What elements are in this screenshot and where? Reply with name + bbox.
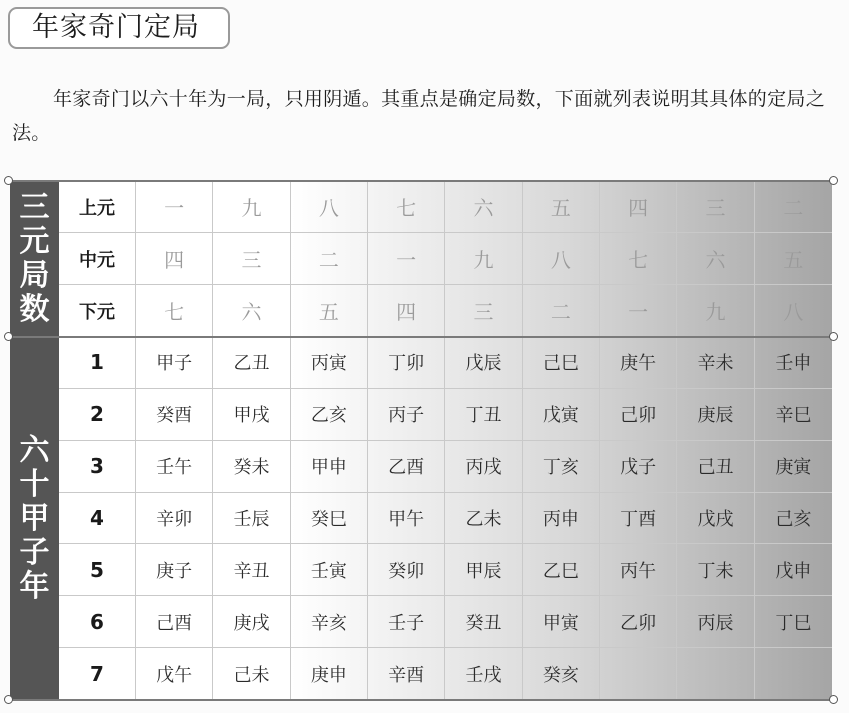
- yuan-row-label: 中元: [59, 233, 136, 285]
- ganzhi-cell: 丙申: [523, 493, 600, 545]
- ju-number-cell: 二: [523, 285, 600, 337]
- ganzhi-cell: 丁酉: [600, 493, 677, 545]
- top-rule: [10, 180, 832, 182]
- ganzhi-cell: 己亥: [755, 493, 832, 545]
- ganzhi-cell: 戊寅: [523, 389, 600, 441]
- ganzhi-cell: 辛丑: [213, 544, 290, 596]
- ganzhi-cell: 乙酉: [368, 441, 445, 493]
- ganzhi-cell: 甲辰: [445, 544, 522, 596]
- ganzhi-cell: 辛巳: [755, 389, 832, 441]
- ganzhi-cell: 辛亥: [291, 596, 368, 648]
- ganzhi-cell: 壬辰: [213, 493, 290, 545]
- corner-dot: [829, 332, 838, 341]
- ganzhi-cell: 壬申: [755, 337, 832, 389]
- ganzhi-cell: 甲戌: [213, 389, 290, 441]
- ganzhi-cell: 癸巳: [291, 493, 368, 545]
- ganzhi-cell: 甲寅: [523, 596, 600, 648]
- ganzhi-cell: 癸卯: [368, 544, 445, 596]
- ganzhi-cell: 壬戌: [445, 648, 522, 700]
- ganzhi-cell: 戊子: [600, 441, 677, 493]
- ganzhi-cell: 己酉: [136, 596, 213, 648]
- ganzhi-cell: 丙子: [368, 389, 445, 441]
- ju-number-cell: 四: [368, 285, 445, 337]
- ju-number-cell: 三: [445, 285, 522, 337]
- side-char: 六: [19, 432, 50, 468]
- ju-number-cell: 五: [523, 181, 600, 233]
- ganzhi-cell: 乙丑: [213, 337, 290, 389]
- corner-dot: [4, 332, 13, 341]
- ganzhi-cell: 辛卯: [136, 493, 213, 545]
- ganzhi-cell: 癸亥: [523, 648, 600, 700]
- corner-dot: [4, 176, 13, 185]
- ju-number-cell: 九: [445, 233, 522, 285]
- ganzhi-cell: 壬寅: [291, 544, 368, 596]
- ju-number-cell: 八: [523, 233, 600, 285]
- side-char: 元: [19, 224, 50, 259]
- ganzhi-cell: 丁亥: [523, 441, 600, 493]
- table-grid: [59, 181, 832, 700]
- jiazi-row-index: 5: [59, 544, 136, 596]
- ju-number-cell: 二: [291, 233, 368, 285]
- ju-number-cell: 七: [600, 233, 677, 285]
- side-char: 三: [19, 190, 50, 225]
- jiazi-row-index: 1: [59, 337, 136, 389]
- ganzhi-cell: 戊午: [136, 648, 213, 700]
- ju-number-cell: 七: [136, 285, 213, 337]
- ganzhi-cell: 丁丑: [445, 389, 522, 441]
- yuan-row-label: 上元: [59, 181, 136, 233]
- corner-dot: [829, 695, 838, 704]
- side-char: 十: [19, 466, 50, 502]
- ju-number-cell: 九: [213, 181, 290, 233]
- side-char: 局: [19, 258, 50, 293]
- ganzhi-cell: 庚子: [136, 544, 213, 596]
- ganzhi-cell: 癸丑: [445, 596, 522, 648]
- ju-number-cell: 八: [755, 285, 832, 337]
- ju-number-cell: 六: [213, 285, 290, 337]
- ganzhi-cell: 辛未: [677, 337, 754, 389]
- jiazi-row-index: 4: [59, 493, 136, 545]
- side-char: 子: [19, 534, 50, 570]
- ganzhi-cell: 乙卯: [600, 596, 677, 648]
- ju-number-cell: 八: [291, 181, 368, 233]
- ju-number-cell: 四: [600, 181, 677, 233]
- ju-number-cell: 五: [755, 233, 832, 285]
- yuan-row-label: 下元: [59, 285, 136, 337]
- middle-rule: [10, 336, 832, 338]
- ju-number-cell: 六: [677, 233, 754, 285]
- ju-number-cell: 一: [600, 285, 677, 337]
- jiazi-row-index: 2: [59, 389, 136, 441]
- ganzhi-cell: 己巳: [523, 337, 600, 389]
- ganzhi-cell: 乙巳: [523, 544, 600, 596]
- ganzhi-cell: 甲午: [368, 493, 445, 545]
- ganzhi-cell: 癸酉: [136, 389, 213, 441]
- ju-number-cell: 四: [136, 233, 213, 285]
- ganzhi-cell: 己卯: [600, 389, 677, 441]
- ganzhi-cell: 甲申: [291, 441, 368, 493]
- sanyuan-side-label: [10, 181, 59, 337]
- ganzhi-cell: 庚戌: [213, 596, 290, 648]
- ganzhi-cell: [600, 648, 677, 700]
- ganzhi-cell: 乙未: [445, 493, 522, 545]
- ganzhi-cell: 丁卯: [368, 337, 445, 389]
- jiazi-row-index: 7: [59, 648, 136, 700]
- jiazi-row-index: 6: [59, 596, 136, 648]
- ganzhi-cell: 丁巳: [755, 596, 832, 648]
- ganzhi-cell: 庚寅: [755, 441, 832, 493]
- bottom-rule: [10, 699, 832, 701]
- ju-number-cell: 六: [445, 181, 522, 233]
- ganzhi-cell: 庚申: [291, 648, 368, 700]
- ganzhi-cell: 戊申: [755, 544, 832, 596]
- ganzhi-cell: 丙戌: [445, 441, 522, 493]
- ju-number-cell: 三: [677, 181, 754, 233]
- ganzhi-cell: 己丑: [677, 441, 754, 493]
- side-char: 数: [19, 292, 50, 327]
- jiazi-side-label: [10, 337, 59, 700]
- ju-number-cell: 七: [368, 181, 445, 233]
- ganzhi-cell: 丙寅: [291, 337, 368, 389]
- ganzhi-cell: 庚午: [600, 337, 677, 389]
- ju-number-cell: 一: [368, 233, 445, 285]
- ganzhi-cell: 丙辰: [677, 596, 754, 648]
- corner-dot: [4, 695, 13, 704]
- ju-number-cell: 九: [677, 285, 754, 337]
- ganzhi-cell: 戊戌: [677, 493, 754, 545]
- corner-dot: [829, 176, 838, 185]
- ganzhi-cell: [677, 648, 754, 700]
- ju-number-cell: 三: [213, 233, 290, 285]
- ganzhi-cell: 丙午: [600, 544, 677, 596]
- ganzhi-cell: 乙亥: [291, 389, 368, 441]
- ju-number-cell: 一: [136, 181, 213, 233]
- dingju-table: [10, 181, 832, 700]
- ju-number-cell: 二: [755, 181, 832, 233]
- section-title: 年家奇门定局: [8, 7, 230, 49]
- ganzhi-cell: [755, 648, 832, 700]
- ganzhi-cell: 壬午: [136, 441, 213, 493]
- ganzhi-cell: 己未: [213, 648, 290, 700]
- ganzhi-cell: 癸未: [213, 441, 290, 493]
- ganzhi-cell: 壬子: [368, 596, 445, 648]
- ganzhi-cell: 甲子: [136, 337, 213, 389]
- side-char: 甲: [19, 500, 50, 536]
- ganzhi-cell: 庚辰: [677, 389, 754, 441]
- side-char: 年: [19, 568, 50, 604]
- ganzhi-cell: 丁未: [677, 544, 754, 596]
- intro-paragraph: 年家奇门以六十年为一局，只用阴遁。其重点是确定局数，下面就列表说明其具体的定局之法。: [12, 88, 826, 144]
- ganzhi-cell: 戊辰: [445, 337, 522, 389]
- jiazi-row-index: 3: [59, 441, 136, 493]
- ju-number-cell: 五: [291, 285, 368, 337]
- ganzhi-cell: 辛酉: [368, 648, 445, 700]
